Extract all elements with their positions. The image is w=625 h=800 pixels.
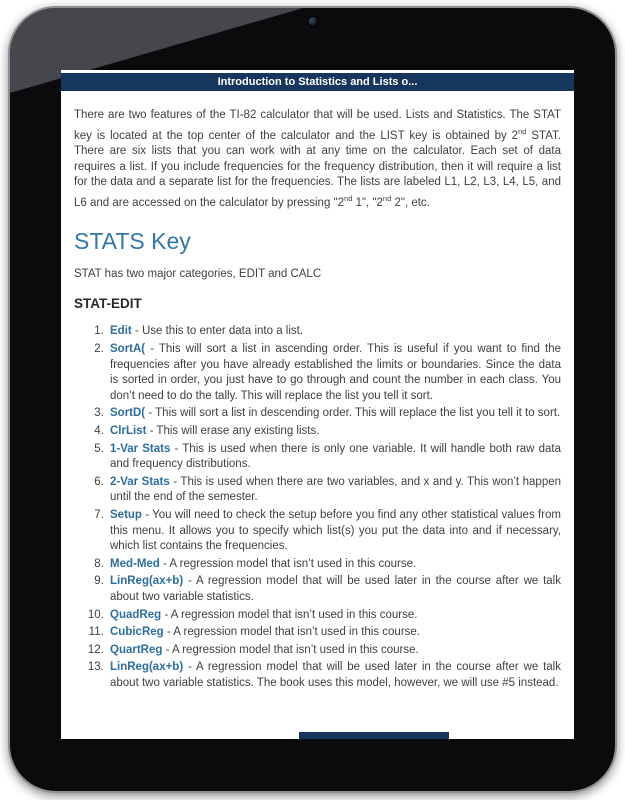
list-item — [107, 608, 561, 624]
stat-edit-list — [74, 324, 561, 691]
list-item-text: - A regression model that isn’t used in this course. — [163, 626, 420, 639]
document-viewport[interactable] — [61, 70, 574, 739]
intro-text-2: STAT. There are six lists that you can work with at any time on the calculator. Each set of data requires a list. If you include frequencies for the frequency distribution, then it will require a list for the data and a separate list for the frequencies. The lists are labeled L1, L2, L3, L4, L5, and L6 and are accessed on the calculator by pressing "2 — [74, 129, 561, 209]
heading-stats-key: STATS Key — [74, 228, 191, 255]
intro-paragraph — [74, 108, 561, 211]
superscript-nd: nd — [382, 193, 392, 203]
list-item-term: 1-Var Stats — [110, 442, 171, 455]
stats-key-subtext: STAT has two major categories, EDIT and CALC — [74, 268, 322, 281]
list-item-text: - A regression model that isn’t used in this course. — [159, 557, 417, 570]
list-item-term: QuadReg — [110, 608, 162, 621]
list-item-term: 2-Var Stats — [110, 475, 170, 488]
heading-stat-edit: STAT-EDIT — [74, 295, 142, 311]
intro-text-4: 2", etc. — [391, 196, 430, 209]
list-item-text: - A regression model that isn’t used in this course. — [161, 608, 418, 621]
list-item-term: Setup — [110, 508, 142, 521]
list-item-text: - This will sort a list in ascending order. This is useful if you want to find the frequencies after you have already established the limits or boundaries. Since the data is sorted in order, you just have to go through and count the number in each class. You don’t need to do the tally. This will replace the list you tell it sort. — [110, 343, 561, 402]
list-item-term: LinReg(ax+b) — [110, 661, 184, 674]
list-item-text: - This will sort a list in descending order. This will replace the list you tell it to sort. — [145, 407, 561, 420]
list-item — [107, 324, 561, 340]
front-camera-icon — [308, 17, 317, 26]
list-item — [107, 342, 561, 404]
list-item-text: - This will erase any existing lists. — [146, 424, 320, 437]
list-item — [107, 643, 561, 659]
document-title-bar — [61, 73, 574, 91]
list-item — [107, 508, 561, 555]
intro-text-3: 1", "2 — [352, 196, 383, 209]
list-item-text: - This is used when there are two variables, and x and y. This won’t happen until the end of the semester. — [110, 475, 562, 504]
list-item-term: SortD( — [110, 407, 146, 420]
list-item-text: - This is used when there is only one variable. It will handle both raw data and frequency distributions. — [110, 442, 561, 471]
list-item — [107, 574, 561, 605]
list-item-term: Edit — [110, 325, 132, 338]
list-item — [107, 625, 561, 641]
list-item-term: CubicReg — [110, 626, 164, 639]
intro-text-1: There are two features of the TI-82 calculator that will be used. Lists and Statistics. The STAT key is located at the top center of the calculator and the LIST key is obtained by 2 — [74, 109, 561, 142]
document-title: Introduction to Statistics and Lists o... — [217, 76, 418, 88]
superscript-nd: nd — [518, 126, 527, 136]
list-item-text: - A regression model that will be used later in the course after we talk about two variable statistics. The book uses this model, however, we will use #5 instead. — [110, 661, 561, 689]
list-item-term: Med-Med — [110, 557, 160, 570]
list-item-text: - You will need to check the setup before you find any other statistical values from this menu. It allows you to specify which list(s) you put the data into and if necessary, which list contains the frequencies. — [110, 508, 561, 553]
list-item — [107, 557, 561, 573]
document-content — [61, 91, 574, 691]
list-item-term: ClrList — [110, 424, 147, 437]
list-item-term: SortA( — [110, 343, 146, 355]
tablet-frame — [8, 6, 617, 793]
list-item-text: - A regression model that isn’t used in this course. — [162, 643, 419, 656]
list-item — [107, 660, 561, 691]
list-item-text: - A regression model that will be used later in the course after we talk about two variable statistics. — [110, 575, 561, 603]
next-section-bar-partial — [299, 732, 449, 739]
list-item-text: - Use this to enter data into a list. — [131, 325, 304, 338]
list-item-term: QuartReg — [110, 643, 163, 656]
list-item — [107, 475, 561, 506]
list-item — [107, 406, 561, 422]
list-item-term: LinReg(ax+b) — [110, 575, 184, 588]
list-item — [107, 424, 561, 440]
list-item — [107, 442, 561, 473]
superscript-nd: nd — [344, 193, 353, 203]
